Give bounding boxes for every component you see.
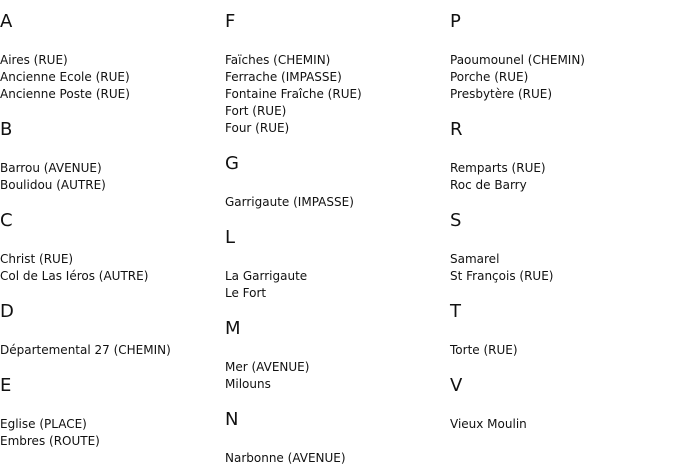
street-item: Remparts (RUE) bbox=[450, 161, 546, 175]
street-list bbox=[225, 268, 307, 302]
letter-group-b bbox=[0, 118, 106, 194]
street-item: Ferrache (IMPASSE) bbox=[225, 70, 342, 84]
letter-heading: V bbox=[450, 375, 463, 396]
street-item: Christ (RUE) bbox=[0, 252, 74, 266]
letter-heading: B bbox=[0, 119, 13, 140]
street-item: Narbonne (AVENUE) bbox=[225, 451, 346, 465]
street-item: Four (RUE) bbox=[225, 121, 290, 135]
street-item: Milouns bbox=[225, 377, 271, 391]
letter-group-d bbox=[0, 300, 171, 359]
street-item: Presbytère (RUE) bbox=[450, 87, 553, 101]
letter-group-c bbox=[0, 209, 148, 285]
street-list bbox=[225, 450, 346, 467]
street-list bbox=[0, 160, 106, 194]
letter-heading: N bbox=[225, 409, 239, 430]
street-list bbox=[450, 52, 585, 103]
street-list bbox=[450, 342, 518, 359]
street-item: Barrou (AVENUE) bbox=[0, 161, 102, 175]
letter-group-e bbox=[0, 374, 100, 450]
street-item: Le Fort bbox=[225, 286, 267, 300]
street-item: Boulidou (AUTRE) bbox=[0, 178, 106, 192]
street-list bbox=[450, 416, 527, 433]
letter-heading: A bbox=[0, 11, 13, 32]
street-item: Ancienne Ecole (RUE) bbox=[0, 70, 130, 84]
street-list bbox=[450, 160, 546, 194]
street-item: Départemental 27 (CHEMIN) bbox=[0, 343, 171, 357]
street-item: Samarel bbox=[450, 252, 500, 266]
street-item: Garrigaute (IMPASSE) bbox=[225, 195, 354, 209]
letter-heading: E bbox=[0, 375, 12, 396]
street-list bbox=[225, 52, 362, 137]
street-item: Ancienne Poste (RUE) bbox=[0, 87, 130, 101]
letter-group-r bbox=[450, 118, 546, 194]
letter-group-f bbox=[225, 10, 362, 137]
letter-heading: C bbox=[0, 210, 13, 231]
letter-heading: R bbox=[450, 119, 463, 140]
letter-group-l bbox=[225, 226, 307, 302]
letter-heading: S bbox=[450, 210, 462, 231]
street-item: La Garrigaute bbox=[225, 269, 308, 283]
letter-group-t bbox=[450, 300, 518, 359]
street-list bbox=[0, 342, 171, 359]
letter-heading: F bbox=[225, 11, 236, 32]
letter-heading: D bbox=[0, 301, 14, 322]
street-item: St François (RUE) bbox=[450, 269, 554, 283]
street-list bbox=[0, 251, 148, 285]
letter-group-v bbox=[450, 374, 527, 433]
letter-group-m bbox=[225, 317, 309, 393]
street-list bbox=[450, 251, 553, 285]
letter-heading: L bbox=[225, 227, 236, 248]
letter-group-p bbox=[450, 10, 585, 103]
street-item: Eglise (PLACE) bbox=[0, 417, 87, 431]
street-item: Embres (ROUTE) bbox=[0, 434, 100, 448]
street-list bbox=[0, 416, 100, 450]
street-list bbox=[225, 359, 309, 393]
letter-heading: M bbox=[225, 318, 241, 339]
letter-heading: T bbox=[450, 301, 461, 322]
street-item: Porche (RUE) bbox=[450, 70, 529, 84]
letter-group-g bbox=[225, 152, 354, 211]
street-item: Torte (RUE) bbox=[450, 343, 518, 357]
street-item: Faïches (CHEMIN) bbox=[225, 53, 331, 67]
letter-group-s bbox=[450, 209, 553, 285]
street-item: Aires (RUE) bbox=[0, 53, 68, 67]
letter-heading: G bbox=[225, 153, 239, 174]
street-item: Fort (RUE) bbox=[225, 104, 287, 118]
street-list bbox=[225, 194, 354, 211]
letter-group-a bbox=[0, 10, 130, 103]
street-item: Col de Las Iéros (AUTRE) bbox=[0, 269, 149, 283]
letter-heading: P bbox=[450, 11, 461, 32]
street-item: Roc de Barry bbox=[450, 178, 527, 192]
street-item: Fontaine Fraîche (RUE) bbox=[225, 87, 362, 101]
street-list bbox=[0, 52, 130, 103]
street-item: Mer (AVENUE) bbox=[225, 360, 310, 374]
street-item: Vieux Moulin bbox=[450, 417, 527, 431]
street-item: Paoumounel (CHEMIN) bbox=[450, 53, 585, 67]
letter-group-n bbox=[225, 408, 346, 467]
